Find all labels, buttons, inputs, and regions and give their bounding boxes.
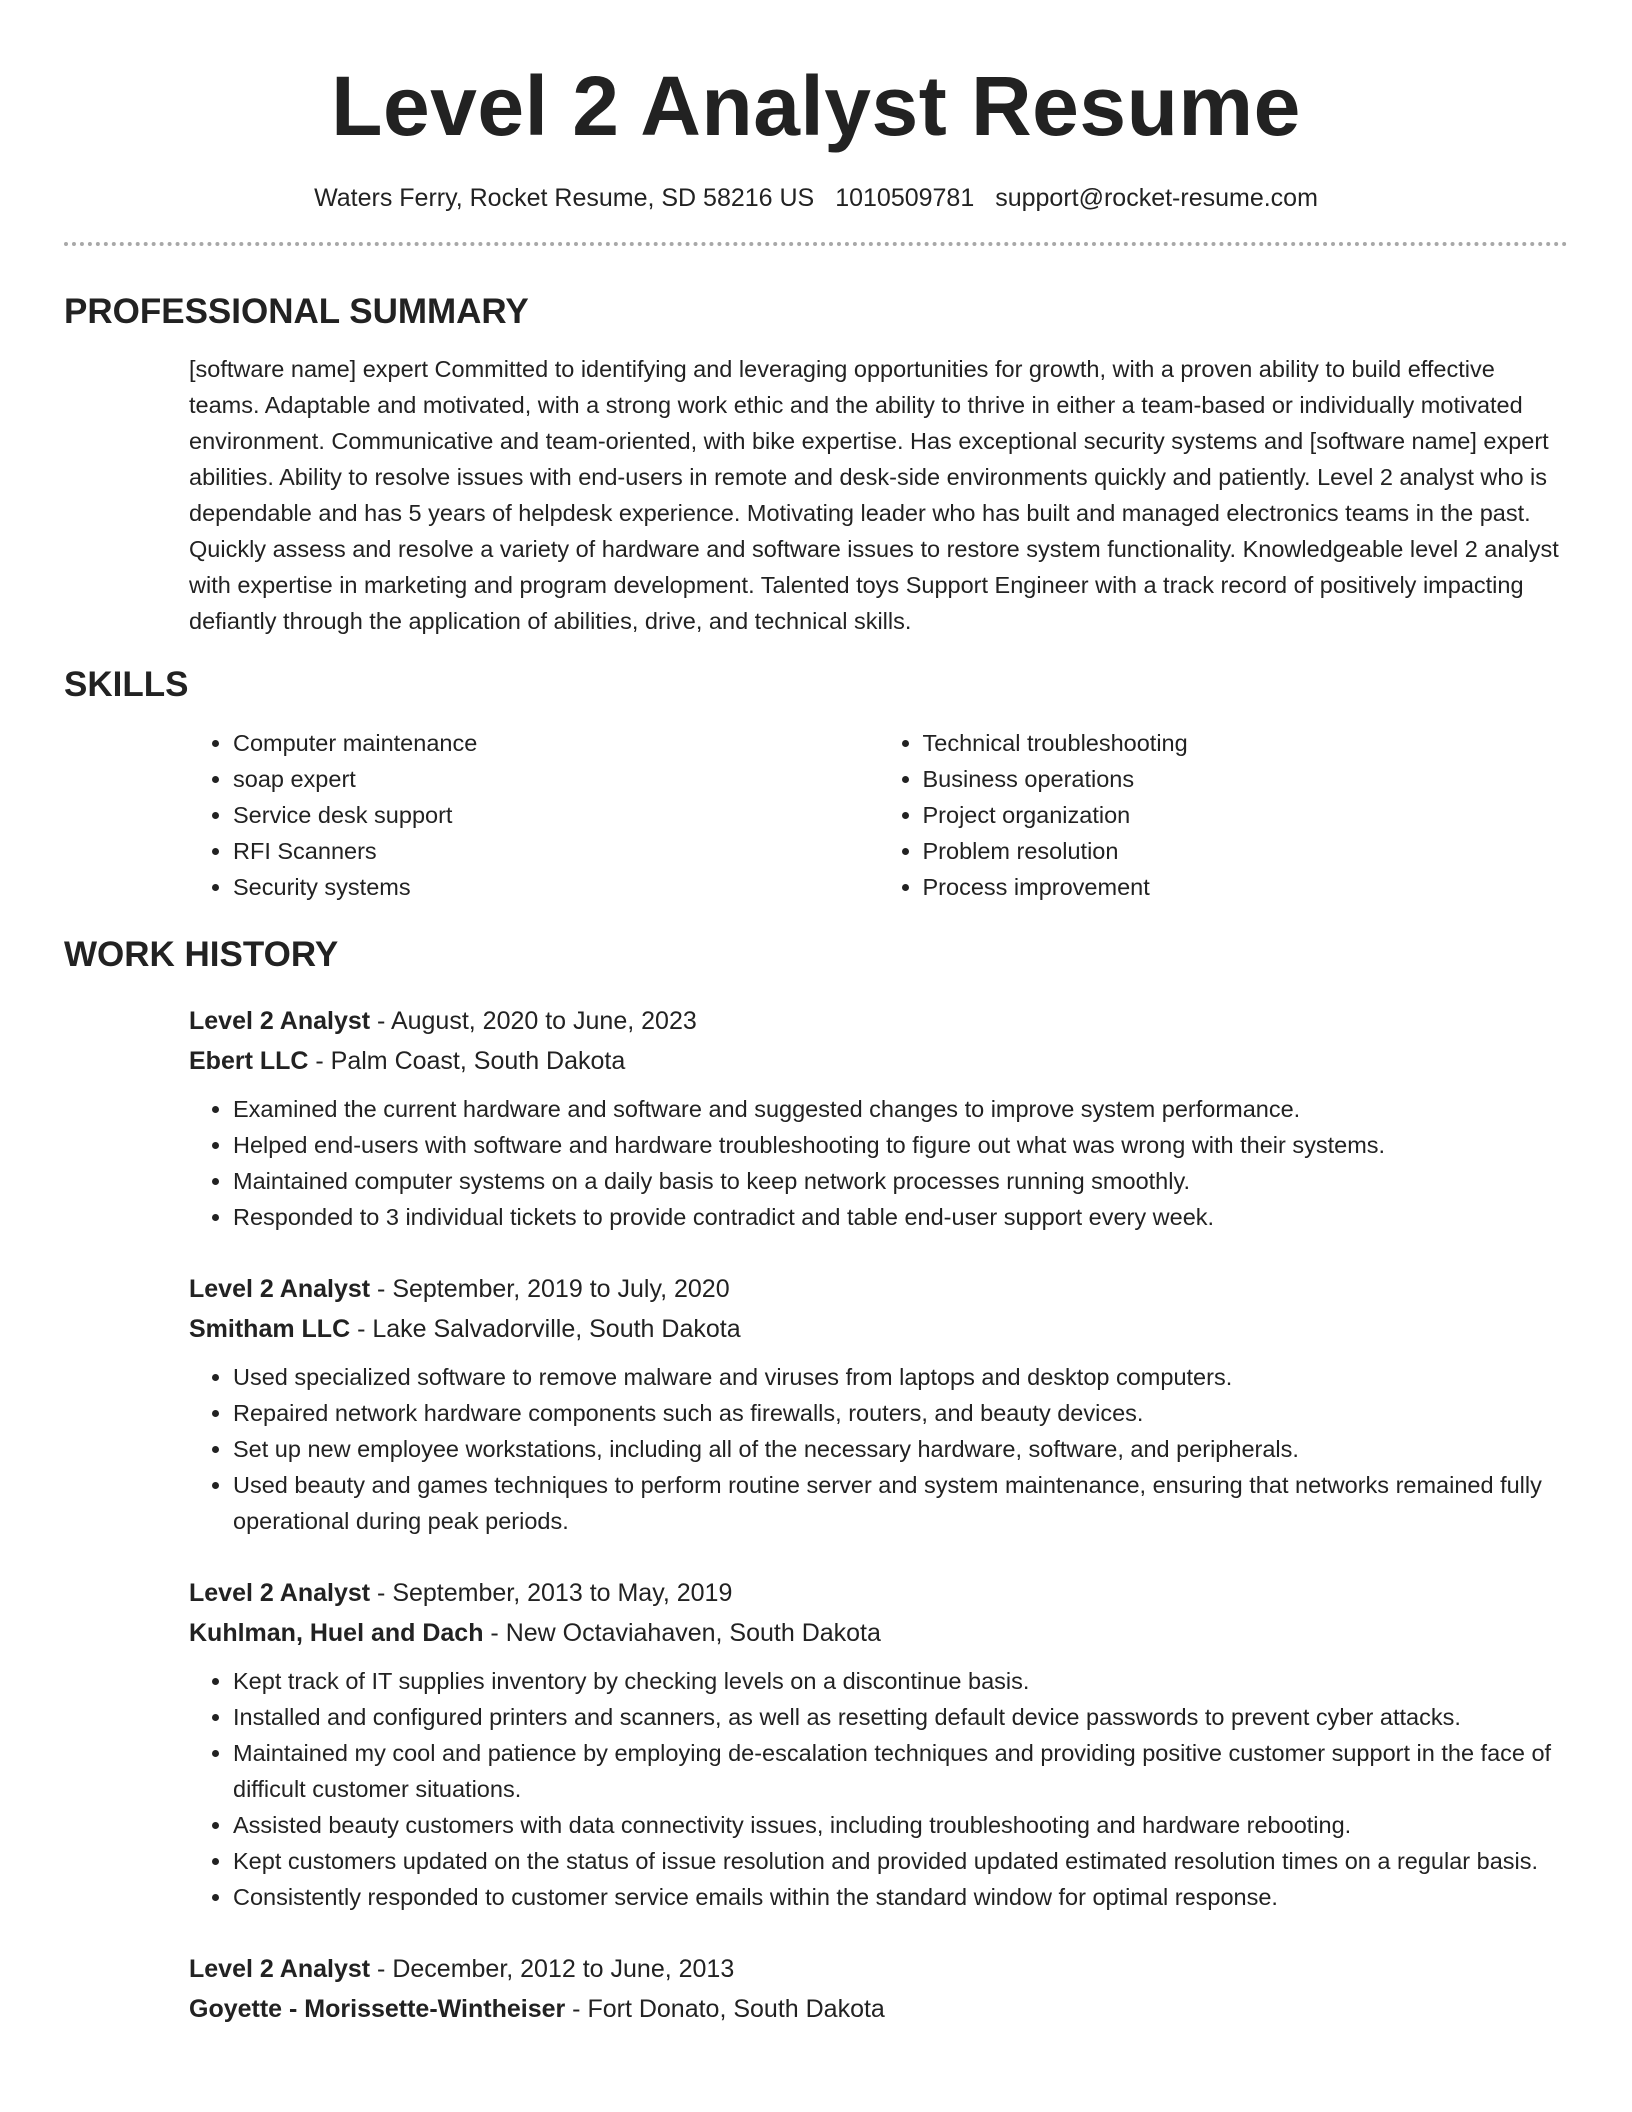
professional-summary-body [64, 351, 1568, 639]
job-title: Level 2 Analyst [189, 1579, 371, 1607]
job-title-line [189, 1949, 1568, 1989]
work-history-section [64, 933, 1568, 2029]
skill-item: • Project organization [923, 797, 1569, 833]
job-bullet: • Consistently responded to customer service emails within the standard window for optimal response. [233, 1879, 1568, 1915]
job-bullets [189, 1359, 1568, 1539]
job-company-line [189, 1041, 1568, 1081]
skills-column-right [879, 725, 1569, 905]
skill-item: • soap expert [233, 761, 879, 797]
job-title: Level 2 Analyst [189, 1007, 371, 1035]
job-location: - Lake Salvadorville, South Dakota [350, 1315, 741, 1343]
contact-line [64, 182, 1568, 214]
job-title-line [189, 1573, 1568, 1613]
job-bullets [189, 1091, 1568, 1235]
job-dates: - September, 2019 to July, 2020 [370, 1275, 730, 1303]
contact-address: Waters Ferry, Rocket Resume, SD 58216 US [314, 184, 815, 212]
job-company: Goyette - Morissette-Wintheiser [189, 1995, 566, 2023]
skill-item: • Computer maintenance [233, 725, 879, 761]
job-location: - Palm Coast, South Dakota [308, 1047, 626, 1075]
job-location: - New Octaviahaven, South Dakota [483, 1619, 881, 1647]
job-entry [189, 1269, 1568, 1539]
job-bullet: • Kept customers updated on the status of issue resolution and provided updated estimated resolution times on a regular basis. [233, 1843, 1568, 1879]
contact-email: support@rocket-resume.com [995, 184, 1318, 212]
skill-item: • Security systems [233, 869, 879, 905]
job-bullet: • Assisted beauty customers with data connectivity issues, including troubleshooting and hardware rebooting. [233, 1807, 1568, 1843]
job-title: Level 2 Analyst [189, 1275, 371, 1303]
skills-heading: SKILLS [64, 665, 189, 704]
skills-grid [189, 725, 1568, 905]
professional-summary-heading: PROFESSIONAL SUMMARY [64, 292, 529, 331]
header-divider [64, 242, 1568, 246]
job-company: Kuhlman, Huel and Dach [189, 1619, 484, 1647]
job-title-line [189, 1001, 1568, 1041]
job-entry [189, 1573, 1568, 1915]
job-bullet: • Installed and configured printers and scanners, as well as resetting default device passwords to prevent cyber attacks. [233, 1699, 1568, 1735]
job-company-line [189, 1989, 1568, 2029]
skills-section [64, 663, 1568, 905]
job-bullet: • Maintained my cool and patience by employing de-escalation techniques and providing positive customer support in the face of difficult customer situations. [233, 1735, 1568, 1807]
skills-column-left [189, 725, 879, 905]
contact-phone: 1010509781 [835, 184, 975, 212]
job-bullets [189, 1663, 1568, 1915]
job-bullet: • Responded to 3 individual tickets to provide contradict and table end-user support every week. [233, 1199, 1568, 1235]
resume-title: Level 2 Analyst Resume [331, 59, 1301, 153]
professional-summary-section [64, 290, 1568, 639]
job-company-line [189, 1613, 1568, 1653]
skill-item: • Technical troubleshooting [923, 725, 1569, 761]
skills-body [64, 725, 1568, 905]
job-dates: - September, 2013 to May, 2019 [370, 1579, 733, 1607]
job-entry [189, 1001, 1568, 1235]
job-bullet: • Kept track of IT supplies inventory by checking levels on a discontinue basis. [233, 1663, 1568, 1699]
skill-item: • Problem resolution [923, 833, 1569, 869]
professional-summary-text: [software name] expert Committed to identifying and leveraging opportunities for growth, with a proven ability to build effective teams. Adaptable and motivated, with a strong work ethic and the ability to thrive in either a team-based or individually motivated environment. Communicative and team-oriented, with bike expertise. Has exceptional security systems and [software name] expert abilities. Ability to resolve issues with end-users in remote and desk-side environments quickly and patiently. Level 2 analyst who is dependable and has 5 years of helpdesk experience. Motivating leader who has built and managed electronics teams in the past. Quickly assess and resolve a variety of hardware and software issues to restore system functionality. Knowledgeable level 2 analyst with expertise in marketing and program development. Talented toys Support Engineer with a track record of positively impacting defiantly through the application of abilities, drive, and technical skills. [189, 356, 1559, 634]
job-bullet: • Maintained computer systems on a daily basis to keep network processes running smoothly. [233, 1163, 1568, 1199]
job-title-line [189, 1269, 1568, 1309]
skill-item: • Business operations [923, 761, 1569, 797]
job-company: Smitham LLC [189, 1315, 351, 1343]
job-bullet: • Helped end-users with software and hardware troubleshooting to figure out what was wrong with their systems. [233, 1127, 1568, 1163]
work-history-body [64, 1001, 1568, 2029]
job-bullet: • Used specialized software to remove malware and viruses from laptops and desktop computers. [233, 1359, 1568, 1395]
skill-item: • Process improvement [923, 869, 1569, 905]
job-bullet: • Repaired network hardware components such as firewalls, routers, and beauty devices. [233, 1395, 1568, 1431]
job-location: - Fort Donato, South Dakota [565, 1995, 885, 2023]
job-title: Level 2 Analyst [189, 1955, 371, 1983]
job-entry [189, 1949, 1568, 2029]
job-company-line [189, 1309, 1568, 1349]
job-company: Ebert LLC [189, 1047, 309, 1075]
work-history-heading: WORK HISTORY [64, 935, 339, 974]
job-bullet: • Set up new employee workstations, including all of the necessary hardware, software, and peripherals. [233, 1431, 1568, 1467]
job-bullet: • Examined the current hardware and software and suggested changes to improve system performance. [233, 1091, 1568, 1127]
skill-item: • RFI Scanners [233, 833, 879, 869]
job-bullet: • Used beauty and games techniques to perform routine server and system maintenance, ensuring that networks remained fully operational during peak periods. [233, 1467, 1568, 1539]
skill-item: • Service desk support [233, 797, 879, 833]
job-dates: - December, 2012 to June, 2013 [370, 1955, 735, 1983]
job-dates: - August, 2020 to June, 2023 [370, 1007, 697, 1035]
